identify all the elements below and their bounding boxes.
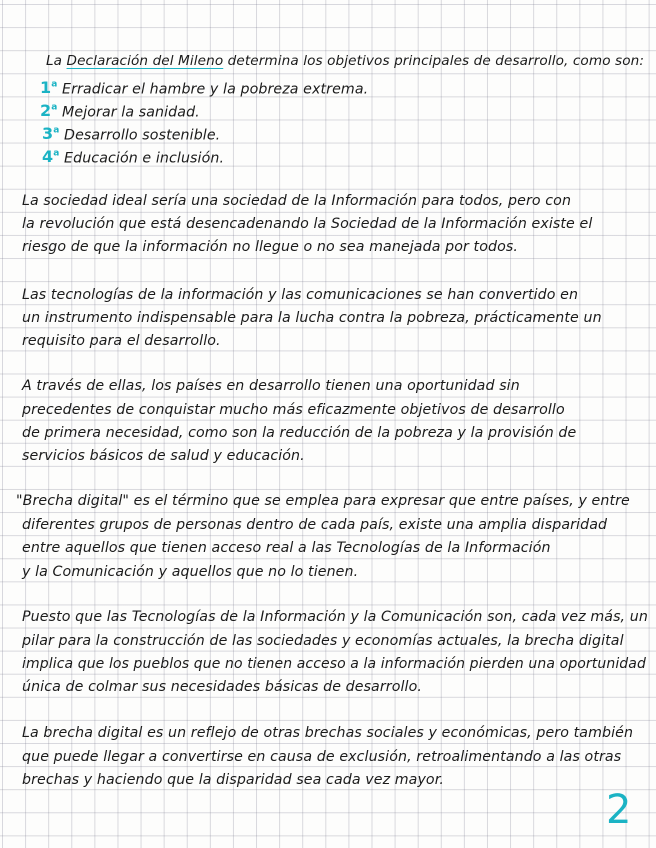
paragraph-6-line-3: brechas y haciendo que la disparidad sea cada vez mayor. — [22, 772, 444, 788]
paragraph-5-line-1: Puesto que las Tecnologías de la Información y la Comunicación son, cada vez más, un — [22, 609, 648, 625]
paragraph-4-line-4: y la Comunicación y aquellos que no lo tienen. — [22, 564, 359, 580]
paragraph-4-line-3: entre aquellos que tienen acceso real a las Tecnologías de la Información — [22, 540, 551, 556]
paragraph-2-line-1: Las tecnologías de la información y las comunicaciones se han convertido en — [22, 287, 579, 303]
goal-number: 2$^a$ — [40, 101, 58, 121]
paragraph-1-line-3: riesgo de que la información no llegue o no sea manejada por todos. — [22, 239, 518, 255]
intro-prefix: La — [46, 53, 67, 69]
intro-line — [46, 50, 645, 73]
goal-text: Mejorar la sanidad. — [62, 104, 200, 121]
intro-suffix: determina los objetivos principales de desarrollo, como son: — [223, 53, 645, 69]
paragraph-2-line-3: requisito para el desarrollo. — [22, 333, 221, 349]
goal-number: 3$^a$ — [42, 124, 60, 144]
goal-item-4 — [42, 143, 224, 170]
goal-text: Desarrollo sostenible. — [64, 127, 221, 144]
paragraph-2-line-2: un instrumento indispensable para la lucha contra la pobreza, prácticamente un — [22, 310, 602, 326]
paragraph-4-line-2: diferentes grupos de personas dentro de cada país, existe una amplia disparidad — [22, 517, 608, 533]
paragraph-3-line-4: servicios básicos de salud y educación. — [22, 448, 305, 464]
goal-text: Educación e inclusión. — [64, 150, 225, 167]
paragraph-6-line-1: La brecha digital es un reflejo de otras brechas sociales y económicas, pero también — [22, 725, 634, 741]
goal-number: 1$^a$ — [40, 78, 58, 98]
goal-number: 4$^a$ — [42, 147, 60, 167]
paragraph-3-line-2: precedentes de conquistar mucho más eficazmente objetivos de desarrollo — [22, 402, 565, 418]
intro-underlined-term: Declaración del Mileno — [66, 53, 224, 69]
paragraph-5-line-3: implica que los pueblos que no tienen acceso a la información pierden una oportunidad — [22, 656, 646, 672]
paragraph-4-line-1: "Brecha digital" es el término que se emplea para expresar que entre países, y entre — [16, 493, 630, 509]
paragraph-5-line-2: pilar para la construcción de las sociedades y economías actuales, la brecha digital — [22, 633, 624, 649]
page-number: 2 — [606, 787, 632, 833]
paragraph-3-line-3: de primera necesidad, como son la reducción de la pobreza y la provisión de — [22, 425, 577, 441]
paragraph-1-line-1: La sociedad ideal sería una sociedad de la Información para todos, pero con — [22, 193, 572, 209]
paragraph-1-line-2: la revolución que está desencadenando la Sociedad de la Información existe el — [22, 216, 593, 232]
paragraph-5-line-4: única de colmar sus necesidades básicas de desarrollo. — [22, 679, 422, 695]
paragraph-6-line-2: que puede llegar a convertirse en causa de exclusión, retroalimentando a las otras — [22, 749, 622, 765]
goal-text: Erradicar el hambre y la pobreza extrema. — [62, 81, 369, 98]
paragraph-3-line-1: A través de ellas, los países en desarrollo tienen una oportunidad sin — [22, 378, 520, 394]
